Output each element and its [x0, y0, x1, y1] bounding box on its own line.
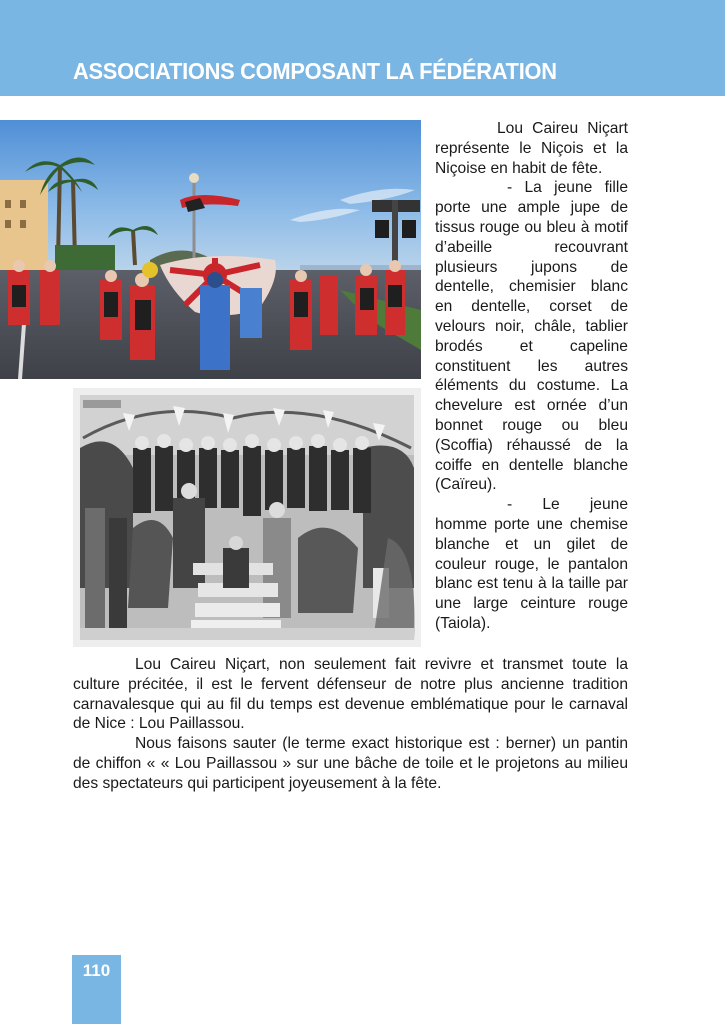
carnival-photo-illustration [0, 120, 421, 379]
section-title: ASSOCIATIONS COMPOSANT LA FÉDÉRATION [73, 58, 557, 84]
page-header-band [0, 0, 725, 96]
page-number: 110 [82, 961, 111, 980]
girl-costume-paragraph: - La jeune fille porte une ample jupe de tissus rouge ou bleu à motif d’abeille recouvrant plusieurs jupons de dentelle, chemisier blanc en dentelle, corset de velours noir, châle, tablier brodés et capeline constituent les autres éléments du costume. La chevelure est ornée d’un bonnet rouge ou bleu (Scoffia) réhaussé de la coiffe en dentelle blanche (Caïreu). [435, 179, 628, 494]
tradition-paragraph: Lou Caireu Niçart, non seulement fait revivre et transmet toute la culture précitée, il est le fervent défenseur de notre plus ancienne tradition carnavalesque qui au fil du temps est devenue emblématique pour le carnaval de Nice : Lou Paillassou. [73, 656, 628, 733]
page-number-tab [72, 955, 121, 1024]
boy-costume-paragraph: - Le jeune homme porte une chemise blanche et un gilet de couleur rouge, le pantalon blanc est tenu à la taille par une large ceinture rouge (Taiola). [435, 496, 628, 632]
paillassou-paragraph: Nous faisons sauter (le terme exact historique est : berner) un pantin de chiffon « « Lou Paillassou » sur une bâche de toile et le projetons au milieu des spectateurs qui participent joyeusement à la fête. [73, 735, 628, 792]
tradition-text-block [73, 655, 628, 794]
historical-bw-photo [73, 388, 421, 647]
historical-photo-illustration [73, 388, 421, 647]
carnival-color-photo [0, 120, 421, 379]
costume-description-column [435, 119, 628, 634]
intro-paragraph: Lou Caireu Niçart représente le Niçois et la Niçoise en habit de fête. [435, 120, 628, 177]
